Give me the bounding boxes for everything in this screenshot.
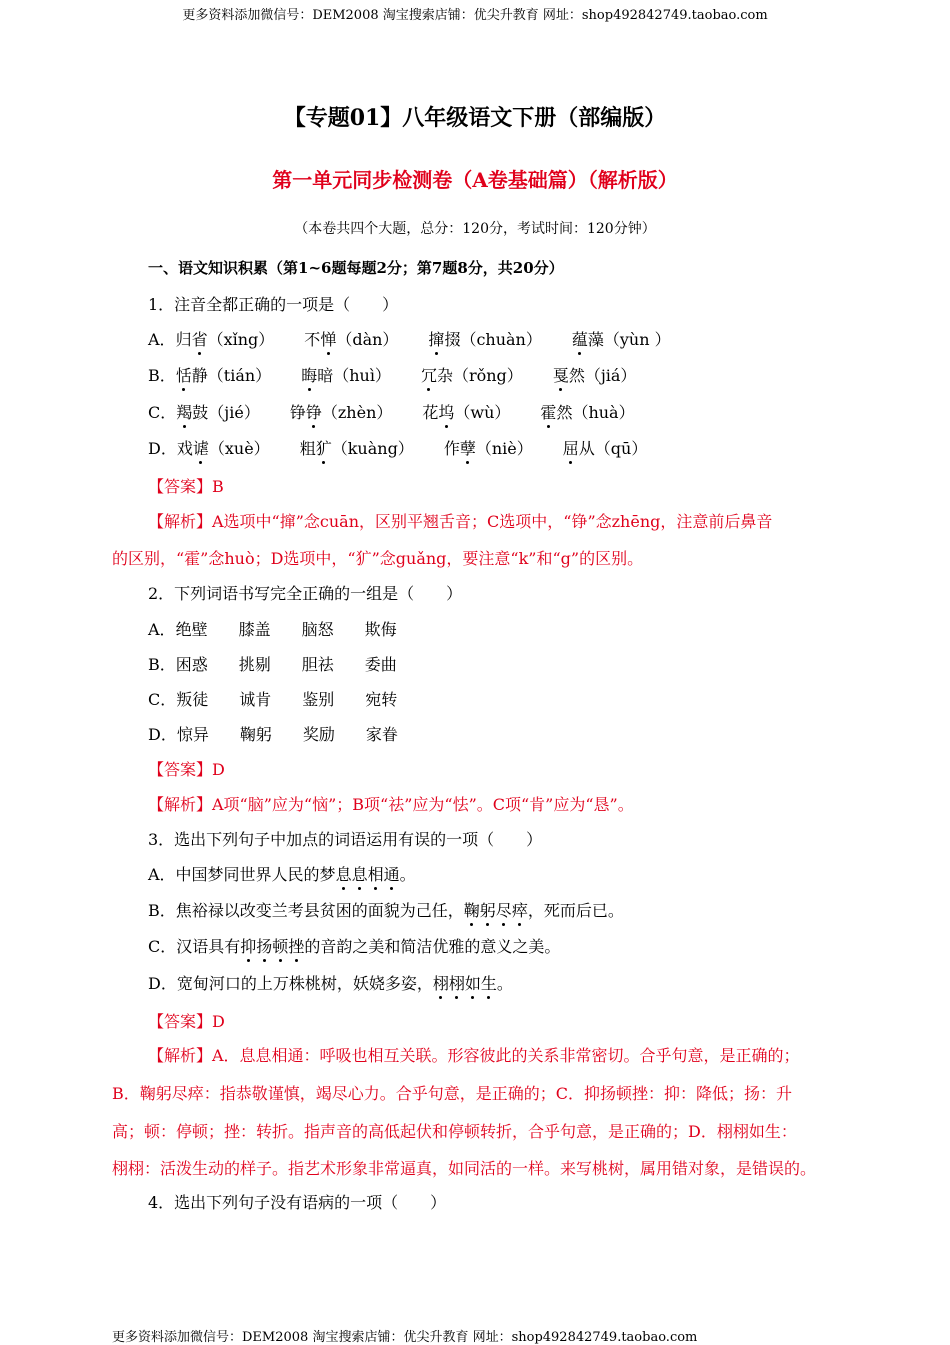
option-label: B． xyxy=(148,655,176,674)
question-3-option-d: D．宽甸河口的上万株桃树，妖娆多姿，栩栩如生。 xyxy=(148,971,513,994)
option-token: 归省（xǐng） xyxy=(176,327,275,350)
option-token: 恬静（tián） xyxy=(176,363,271,386)
word: 奖励 xyxy=(302,725,335,744)
question-2-answer: 【答案】D xyxy=(148,760,225,779)
option-token: 作孽（niè） xyxy=(444,436,533,459)
question-2-option-b xyxy=(148,652,428,675)
question-1-option-b xyxy=(148,363,636,386)
option-token: 戛然（jiá） xyxy=(553,363,637,386)
option-label: B． xyxy=(148,366,176,385)
question-3-option-c: C．汉语具有抑扬顿挫的音韵之美和简洁优雅的意义之美。 xyxy=(148,934,560,957)
word: 绝壁 xyxy=(175,620,208,639)
question-3-option-a: A．中国梦同世界人民的梦息息相通。 xyxy=(148,862,416,885)
option-token: 晦暗（huì） xyxy=(301,363,391,386)
word: 鉴别 xyxy=(302,690,335,709)
question-1-option-d xyxy=(148,436,647,459)
question-3-analysis-cont: 栩栩：活泼生动的样子。指艺术形象非常逼真，如同活的一样。来写桃树，属用错对象，是错误的。 xyxy=(112,1159,817,1178)
question-3-answer: 【答案】D xyxy=(148,1012,225,1031)
document-subtitle: 第一单元同步检测卷（A卷基础篇）（解析版） xyxy=(272,168,678,192)
option-label: C． xyxy=(148,690,177,709)
option-token: 撺掇（chuàn） xyxy=(428,327,541,350)
option-label: A． xyxy=(148,330,176,349)
word: 叛徒 xyxy=(176,690,209,709)
word: 欺侮 xyxy=(364,620,397,639)
word: 鞠躬 xyxy=(239,725,272,744)
option-label: A． xyxy=(148,620,176,639)
option-token: 戏谑（xuè） xyxy=(177,436,270,459)
option-label: D． xyxy=(148,439,177,458)
question-1-option-a xyxy=(148,327,671,350)
question-1-analysis: 【解析】A选项中“撺”念cuān，区别平翘舌音；C选项中，“铮”念zhēng，注意前后鼻音 xyxy=(148,512,773,531)
option-label: C． xyxy=(148,403,177,422)
question-3-analysis: 【解析】A．息息相通：呼吸也相互关联。形容彼此的关系非常密切。合乎句意，是正确的； xyxy=(148,1046,800,1065)
exam-note: （本卷共四个大题，总分：120分，考试时间：120分钟） xyxy=(294,221,656,237)
page-header: 更多资料添加微信号：DEM2008 淘宝搜索店铺：优尖升教育 网址：shop492842749.taobao.com xyxy=(182,8,768,23)
option-token: 蕴藻（yùn ） xyxy=(572,327,671,350)
question-2-option-c xyxy=(148,687,428,710)
word: 委曲 xyxy=(364,655,397,674)
question-2-stem: 2．下列词语书写完全正确的一组是（ ） xyxy=(148,584,463,603)
question-1-option-c xyxy=(148,400,635,423)
question-1-stem: 1．注音全都正确的一项是（ ） xyxy=(148,295,399,314)
option-token: 不惮（dàn） xyxy=(304,327,398,350)
option-token: 粗犷（kuàng） xyxy=(300,436,414,459)
question-3-analysis-cont: B．鞠躬尽瘁：指恭敬谨慎，竭尽心力。合乎句意，是正确的；C．抑扬顿挫：抑：降低；扬：升 xyxy=(112,1084,793,1103)
question-3-option-b: B．焦裕禄以改变兰考县贫困的面貌为己任，鞠躬尽瘁，死而后已。 xyxy=(148,898,624,921)
word: 惊异 xyxy=(176,725,209,744)
option-token: 冗杂（rǒng） xyxy=(421,363,523,386)
word: 宛转 xyxy=(365,690,398,709)
option-token: 花坞（wù） xyxy=(422,400,510,423)
word: 膝盖 xyxy=(238,620,271,639)
document-title: 【专题01】八年级语文下册（部编版） xyxy=(283,105,667,131)
question-2-analysis: 【解析】A项“脑”应为“恼”；B项“祛”应为“怯”。C项“肯”应为“恳”。 xyxy=(148,795,634,814)
question-2-option-a xyxy=(148,617,428,640)
word: 家眷 xyxy=(365,725,398,744)
word: 脑怒 xyxy=(301,620,334,639)
word: 挑剔 xyxy=(238,655,271,674)
option-token: 铮铮（zhèn） xyxy=(290,400,393,423)
page-footer: 更多资料添加微信号：DEM2008 淘宝搜索店铺：优尖升教育 网址：shop492842749.taobao.com xyxy=(112,1330,698,1345)
question-3-analysis-cont: 高；顿：停顿；挫：转折。指声音的高低起伏和停顿转折，合乎句意，是正确的；D．栩栩如生： xyxy=(112,1122,797,1141)
question-4-stem: 4．选出下列句子没有语病的一项（ ） xyxy=(148,1193,447,1212)
word: 困惑 xyxy=(175,655,208,674)
word: 胆祛 xyxy=(301,655,334,674)
question-3-stem: 3．选出下列句子中加点的词语运用有误的一项（ ） xyxy=(148,830,543,849)
option-token: 屈从（qū） xyxy=(563,436,648,459)
question-1-answer: 【答案】B xyxy=(148,477,224,496)
question-1-analysis-cont: 的区别，“霍”念huò；D选项中，“犷”念guǎng，要注意“k”和“g”的区别。 xyxy=(112,549,644,568)
option-token: 羯鼓（jié） xyxy=(176,400,260,423)
option-label: D． xyxy=(148,725,177,744)
word: 诚肯 xyxy=(239,690,272,709)
option-token: 霍然（huà） xyxy=(540,400,634,423)
section-heading: 一、语文知识积累（第1~6题每题2分；第7题8分，共20分） xyxy=(148,259,564,277)
question-2-option-d xyxy=(148,722,429,745)
